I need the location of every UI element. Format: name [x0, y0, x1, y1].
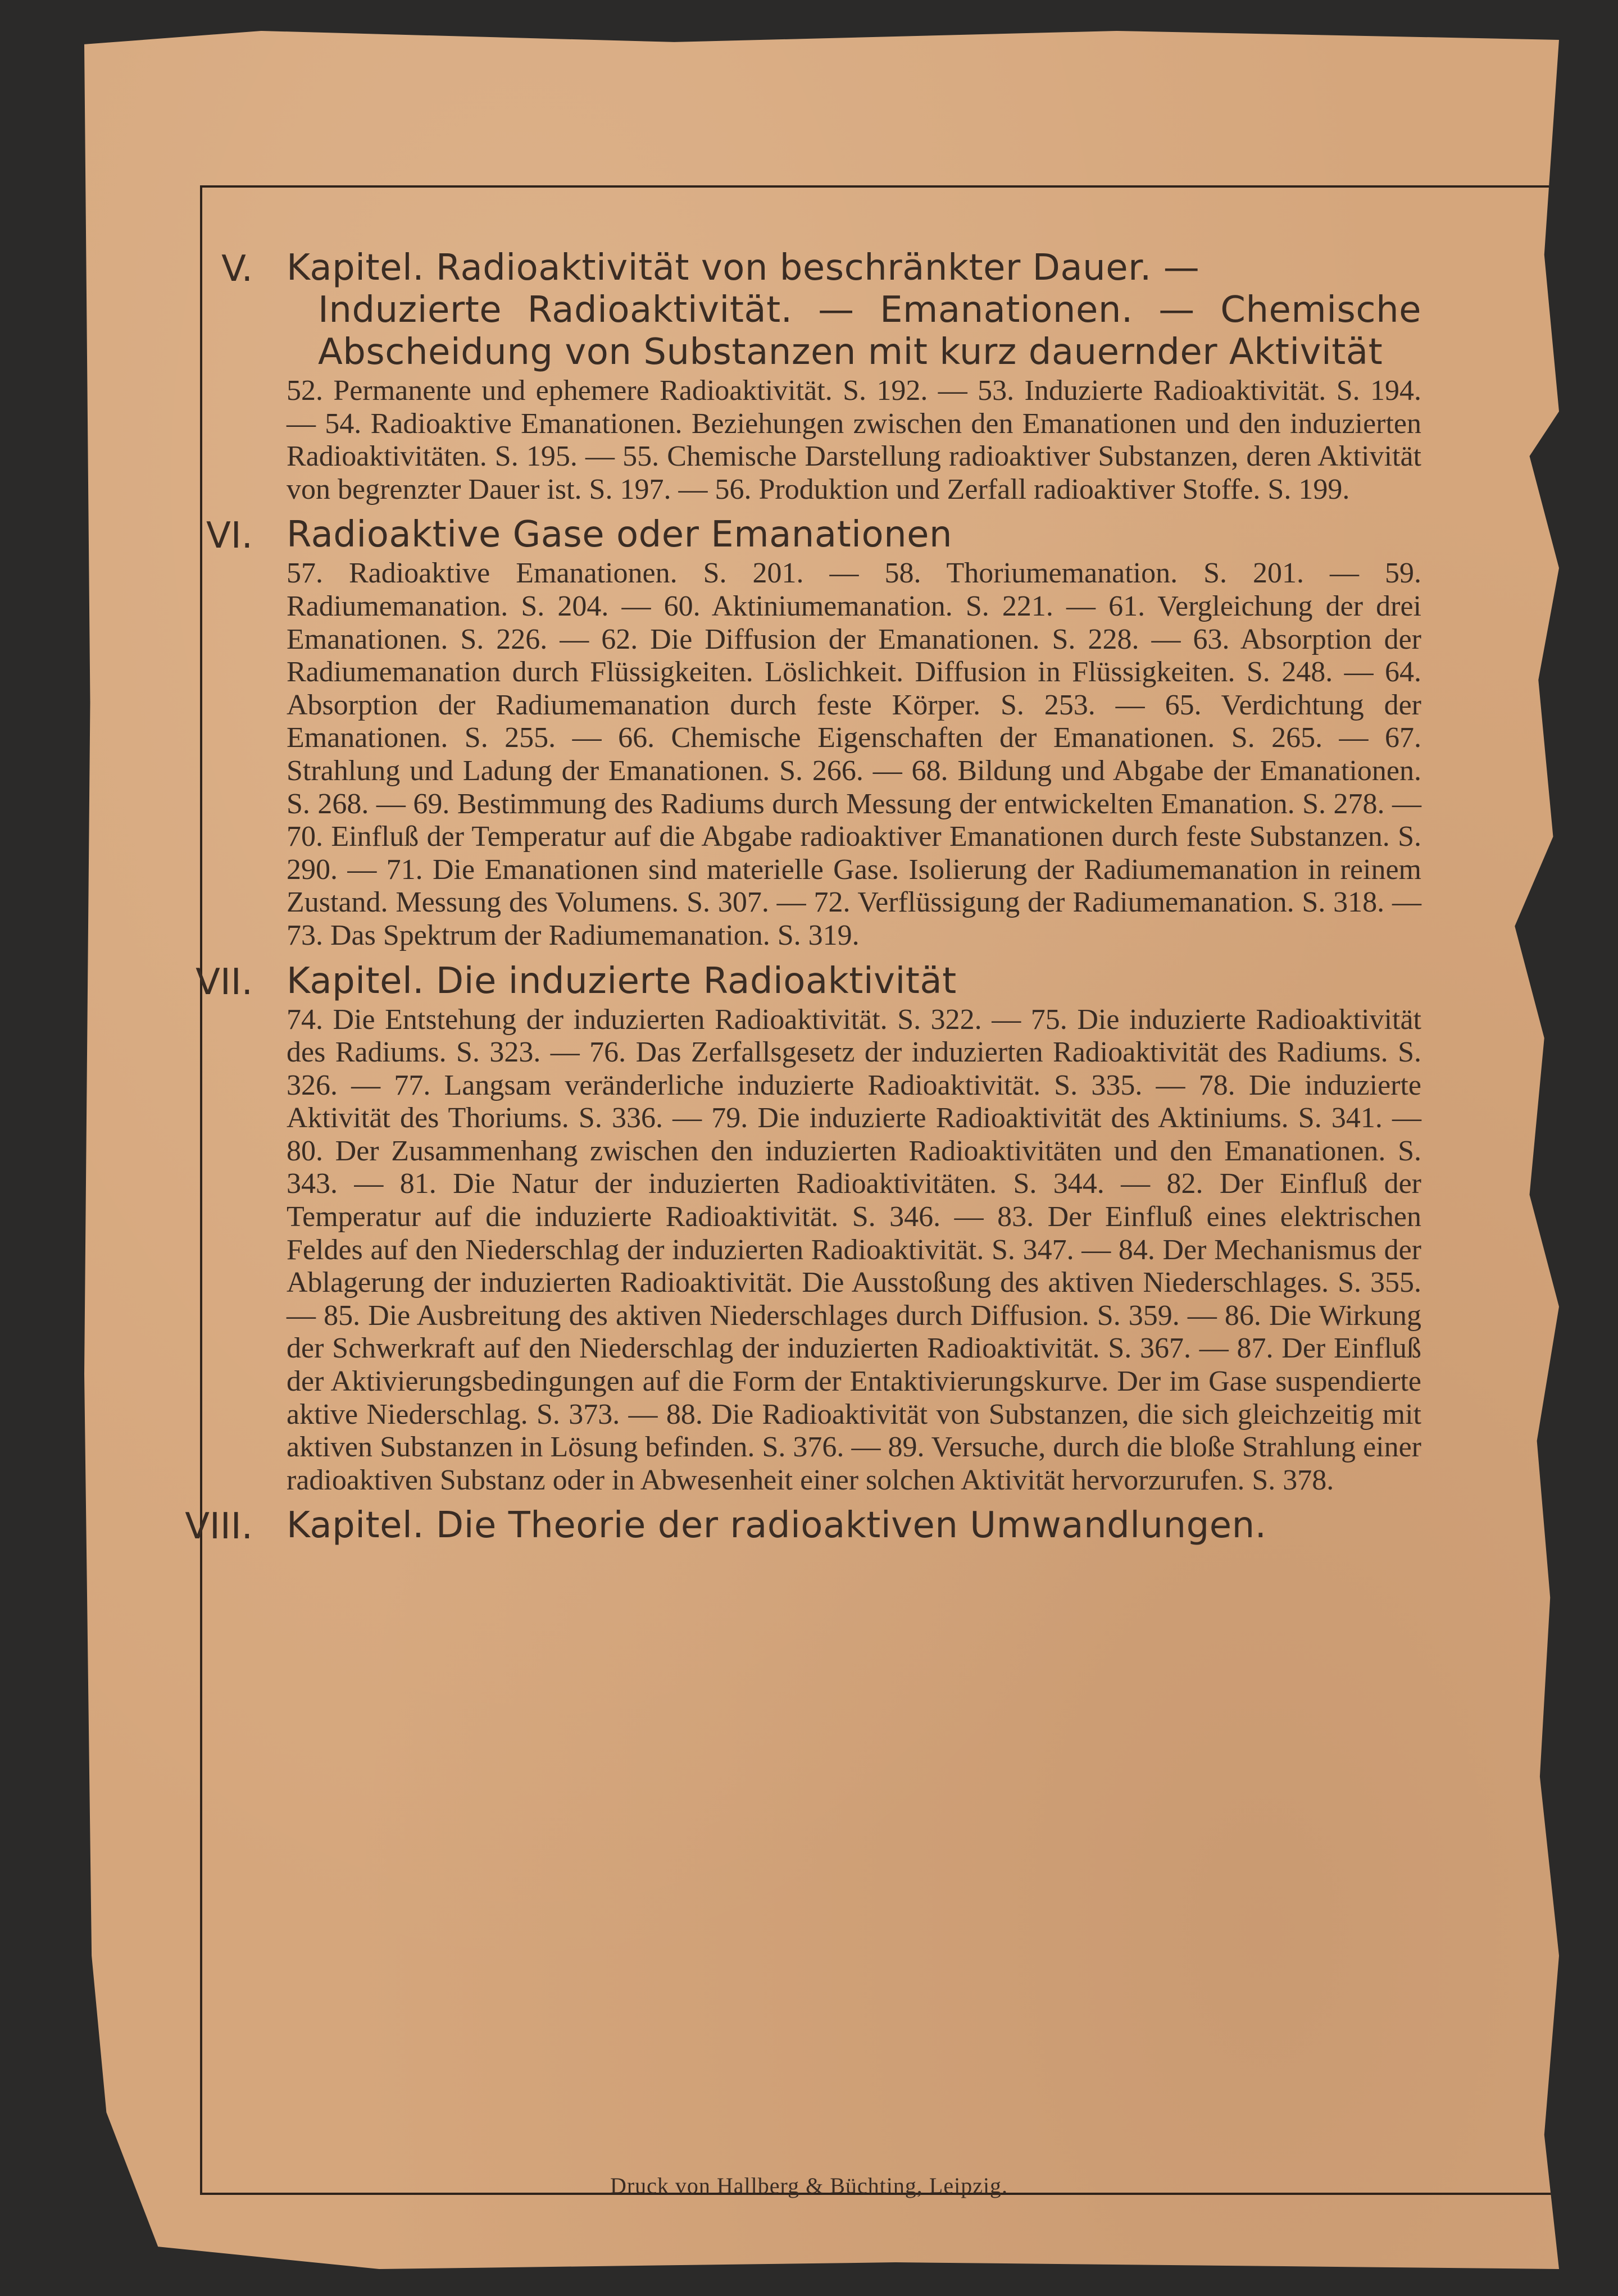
chapter-number: V. — [221, 248, 253, 290]
chapter-title-line: Radioaktive Gase oder Emanationen — [287, 514, 953, 556]
chapter-title — [287, 247, 1421, 373]
chapter-sections: 74. Die Entstehung der induzierten Radioaktivität. S. 322. — 75. Die induzierte Radioaktivität des Radiums. S. 323. — 76. Das Zerfallsgesetz der induzierten Radioaktivität des Radiums. S. 326. — 77. Langsam veränderliche induzierte Radioaktivität. S. 335. — 78. Die induzierte Aktivität des Thoriums. S. 336. — 79. Die induzierte Radioaktivität des Aktiniums. S. 341. — 80. Der Zusammenhang zwischen den induzierten Radioaktivitäten und den Emanationen. S. 343. — 81. Die Natur der induzierten Radioaktivitäten. S. 344. — 82. Der Einfluß der Temperatur auf die induzierte Radioaktivität. S. 346. — 83. Der Einfluß eines elektrischen Feldes auf den Niederschlag der induzierten Radioaktivität. S. 347. — 84. Der Mechanismus der Ablagerung der induzierten Radioaktivität. Die Ausstoßung des aktiven Niederschlages. S. 355. — 85. Die Ausbreitung des aktiven Niederschlages durch Diffusion. S. 359. — 86. Die Wirkung der Schwerkraft auf den Niederschlag der induzierten Radioaktivität. S. 367. — 87. Der Einfluß der Aktivierungsbedingungen auf die Form der Entaktivierungskurve. Der im Gase suspendierte aktive Niederschlag. S. 373. — 88. Die Radioaktivität von Substanzen, die sich gleichzeitig mit aktiven Substanzen in Lösung befinden. S. 376. — 89. Versuche, durch die bloße Strahlung einer radioaktiven Substanz oder in Abwesenheit einer solchen Aktivität hervorzurufen. S. 378. — [287, 1003, 1421, 1496]
chapter-title — [287, 514, 1421, 556]
chapter-number: VIII. — [185, 1506, 253, 1548]
chapter-title-continuation: Induzierte Radioaktivität. — Emanationen. — Chemische Abscheidung von Substanzen mit kurz dauernder Aktivität — [318, 289, 1421, 373]
chapter-title-line: Kapitel. Die Theorie der radioaktiven Umwandlungen. — [287, 1505, 1267, 1547]
chapter-title-line: Kapitel. Radioaktivität von beschränkter Dauer. — — [287, 247, 1200, 289]
chapter-v — [180, 247, 1472, 506]
chapter-number: VI. — [206, 515, 253, 557]
table-of-contents — [180, 247, 1472, 1547]
chapter-title-line: Kapitel. Die induzierte Radioaktivität — [287, 960, 957, 1002]
chapter-sections: 52. Permanente und ephemere Radioaktivität. S. 192. — 53. Induzierte Radioaktivität. S. 194. — 54. Radioaktive Emanationen. Beziehungen zwischen den Emanationen und den induzierten Radioaktivitäten. S. 195. — 55. Chemische Darstellung radioaktiver Substanzen, deren Aktivität von begrenzter Dauer ist. S. 197. — 56. Produktion und Zerfall radioaktiver Stoffe. S. 199. — [287, 375, 1421, 505]
chapter-vi — [180, 514, 1472, 952]
printer-imprint: Druck von Hallberg & Büchting, Leipzig. — [610, 2173, 1008, 2198]
chapter-number: VII. — [196, 961, 253, 1003]
chapter-viii — [180, 1505, 1472, 1547]
chapter-vii — [180, 960, 1472, 1497]
chapter-title — [287, 1505, 1421, 1547]
chapter-title — [287, 960, 1421, 1003]
chapter-sections: 57. Radioaktive Emanationen. S. 201. — 58. Thoriumemanation. S. 201. — 59. Radiumemanation. S. 204. — 60. Aktiniumemanation. S. 221. — 61. Vergleichung der drei Emanationen. S. 226. — 62. Die Diffusion der Emanationen. S. 228. — 63. Absorption der Radiumemanation durch Flüssigkeiten. Löslichkeit. Diffusion in Flüssigkeiten. S. 248. — 64. Absorption der Radiumemanation durch feste Körper. S. 253. — 65. Verdichtung der Emanationen. S. 255. — 66. Chemische Eigenschaften der Emanationen. S. 265. — 67. Strahlung und Ladung der Emanationen. S. 266. — 68. Bildung und Abgabe der Emanationen. S. 268. — 69. Bestimmung des Radiums durch Messung der entwickelten Emanation. S. 278. — 70. Einfluß der Temperatur auf die Abgabe radioaktiver Emanationen durch feste Substanzen. S. 290. — 71. Die Emanationen sind materielle Gase. Isolierung der Radiumemanation in reinem Zustand. Messung des Volumens. S. 307. — 72. Verflüssigung der Radiumemanation. S. 318. — 73. Das Spektrum der Radiumemanation. S. 319. — [287, 557, 1421, 951]
